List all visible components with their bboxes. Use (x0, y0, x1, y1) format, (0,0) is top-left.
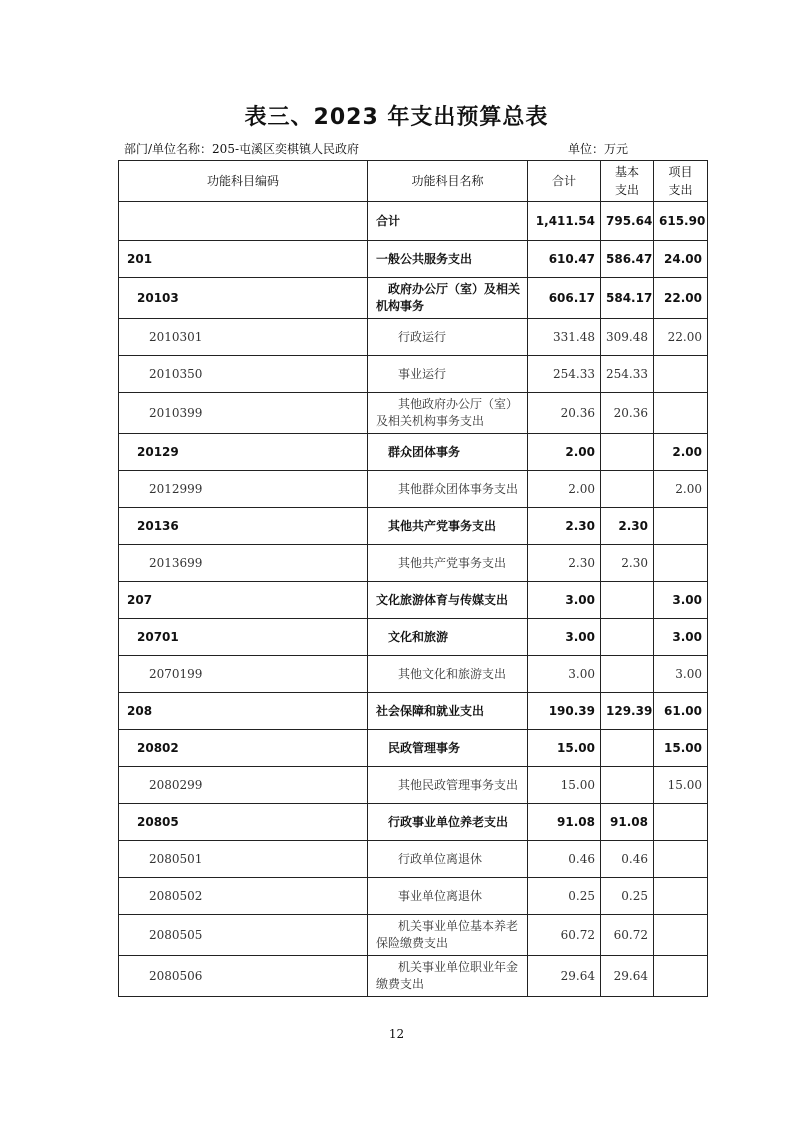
project-cell (654, 393, 708, 434)
name-cell: 民政管理事务 (368, 730, 528, 767)
project-cell (654, 956, 708, 997)
name-cell: 文化旅游体育与传媒支出 (368, 582, 528, 619)
basic-cell (601, 730, 654, 767)
name-cell: 文化和旅游 (368, 619, 528, 656)
project-cell (654, 804, 708, 841)
code-cell: 2070199 (119, 656, 368, 693)
total-cell: 0.46 (528, 841, 601, 878)
header-basic: 基本 支出 (601, 161, 654, 202)
basic-cell: 129.39 (601, 693, 654, 730)
code-cell: 207 (119, 582, 368, 619)
name-cell: 其他群众团体事务支出 (368, 471, 528, 508)
total-cell: 15.00 (528, 730, 601, 767)
basic-cell (601, 471, 654, 508)
total-cell: 190.39 (528, 693, 601, 730)
code-cell: 2010301 (119, 319, 368, 356)
total-cell: 610.47 (528, 241, 601, 278)
total-cell: 29.64 (528, 956, 601, 997)
table-row (119, 356, 708, 393)
table-row (119, 656, 708, 693)
total-cell: 20.36 (528, 393, 601, 434)
header-project: 项目 支出 (654, 161, 708, 202)
code-cell: 20136 (119, 508, 368, 545)
project-cell: 3.00 (654, 582, 708, 619)
code-cell: 20805 (119, 804, 368, 841)
basic-cell (601, 619, 654, 656)
project-cell: 615.90 (654, 202, 708, 241)
total-cell: 91.08 (528, 804, 601, 841)
page-number: 12 (388, 1027, 405, 1041)
code-cell (119, 202, 368, 241)
basic-cell: 795.64 (601, 202, 654, 241)
code-cell: 20701 (119, 619, 368, 656)
code-cell: 208 (119, 693, 368, 730)
department-label: 部门/单位名称：205-屯溪区奕棋镇人民政府 (124, 142, 360, 156)
table-row (119, 582, 708, 619)
total-cell: 1,411.54 (528, 202, 601, 241)
code-cell: 2013699 (119, 545, 368, 582)
code-cell: 2010399 (119, 393, 368, 434)
total-cell: 0.25 (528, 878, 601, 915)
name-cell: 政府办公厅（室）及相关机构事务 (368, 278, 528, 319)
basic-cell: 586.47 (601, 241, 654, 278)
name-cell: 一般公共服务支出 (368, 241, 528, 278)
project-cell: 3.00 (654, 656, 708, 693)
header-name: 功能科目名称 (368, 161, 528, 202)
table-row (119, 956, 708, 997)
code-cell: 201 (119, 241, 368, 278)
table-row (119, 730, 708, 767)
table-row (119, 471, 708, 508)
total-cell: 3.00 (528, 656, 601, 693)
project-cell: 15.00 (654, 730, 708, 767)
table-row (119, 804, 708, 841)
basic-cell (601, 656, 654, 693)
code-cell: 2080505 (119, 915, 368, 956)
project-cell (654, 545, 708, 582)
basic-cell: 29.64 (601, 956, 654, 997)
project-cell (654, 508, 708, 545)
total-cell: 2.00 (528, 471, 601, 508)
project-cell: 24.00 (654, 241, 708, 278)
table-row (119, 693, 708, 730)
total-cell: 2.00 (528, 434, 601, 471)
project-cell: 2.00 (654, 434, 708, 471)
project-cell (654, 915, 708, 956)
total-cell: 15.00 (528, 767, 601, 804)
code-cell: 2012999 (119, 471, 368, 508)
name-cell: 事业运行 (368, 356, 528, 393)
unit-label: 单位：万元 (568, 142, 629, 156)
project-cell: 15.00 (654, 767, 708, 804)
code-cell: 2080299 (119, 767, 368, 804)
name-cell: 机关事业单位基本养老保险缴费支出 (368, 915, 528, 956)
name-cell: 行政事业单位养老支出 (368, 804, 528, 841)
code-cell: 2080501 (119, 841, 368, 878)
basic-cell (601, 767, 654, 804)
basic-cell: 20.36 (601, 393, 654, 434)
table-row (119, 508, 708, 545)
total-cell: 3.00 (528, 619, 601, 656)
name-cell: 其他民政管理事务支出 (368, 767, 528, 804)
table-row (119, 241, 708, 278)
total-cell: 60.72 (528, 915, 601, 956)
total-cell: 2.30 (528, 545, 601, 582)
project-cell: 22.00 (654, 319, 708, 356)
name-cell: 机关事业单位职业年金缴费支出 (368, 956, 528, 997)
project-cell: 2.00 (654, 471, 708, 508)
table-header-row (119, 161, 708, 202)
table-row (119, 202, 708, 241)
table-row (119, 878, 708, 915)
table-row (119, 841, 708, 878)
table-row (119, 319, 708, 356)
project-cell: 3.00 (654, 619, 708, 656)
table-row (119, 434, 708, 471)
name-cell: 其他文化和旅游支出 (368, 656, 528, 693)
basic-cell: 584.17 (601, 278, 654, 319)
project-cell (654, 356, 708, 393)
basic-cell: 2.30 (601, 508, 654, 545)
total-cell: 3.00 (528, 582, 601, 619)
header-code: 功能科目编码 (119, 161, 368, 202)
basic-cell: 254.33 (601, 356, 654, 393)
table-row (119, 619, 708, 656)
total-cell: 331.48 (528, 319, 601, 356)
table-row (119, 545, 708, 582)
name-cell: 行政运行 (368, 319, 528, 356)
code-cell: 2080502 (119, 878, 368, 915)
table-row (119, 393, 708, 434)
basic-cell: 2.30 (601, 545, 654, 582)
table-body (119, 202, 708, 997)
name-cell: 社会保障和就业支出 (368, 693, 528, 730)
project-cell (654, 841, 708, 878)
total-cell: 2.30 (528, 508, 601, 545)
name-cell: 其他政府办公厅（室）及相关机构事务支出 (368, 393, 528, 434)
basic-cell (601, 582, 654, 619)
basic-cell (601, 434, 654, 471)
basic-cell: 0.46 (601, 841, 654, 878)
name-cell: 其他共产党事务支出 (368, 545, 528, 582)
basic-cell: 309.48 (601, 319, 654, 356)
name-cell: 事业单位离退休 (368, 878, 528, 915)
basic-cell: 0.25 (601, 878, 654, 915)
name-cell: 合计 (368, 202, 528, 241)
table-row (119, 767, 708, 804)
project-cell: 22.00 (654, 278, 708, 319)
page-title: 表三、2023 年支出预算总表 (244, 105, 549, 130)
code-cell: 20129 (119, 434, 368, 471)
table-row (119, 278, 708, 319)
code-cell: 2080506 (119, 956, 368, 997)
total-cell: 254.33 (528, 356, 601, 393)
total-cell: 606.17 (528, 278, 601, 319)
project-cell: 61.00 (654, 693, 708, 730)
table-row (119, 915, 708, 956)
name-cell: 行政单位离退休 (368, 841, 528, 878)
header-total: 合计 (528, 161, 601, 202)
code-cell: 20103 (119, 278, 368, 319)
code-cell: 2010350 (119, 356, 368, 393)
name-cell: 群众团体事务 (368, 434, 528, 471)
budget-table (118, 160, 708, 997)
project-cell (654, 878, 708, 915)
name-cell: 其他共产党事务支出 (368, 508, 528, 545)
code-cell: 20802 (119, 730, 368, 767)
basic-cell: 60.72 (601, 915, 654, 956)
basic-cell: 91.08 (601, 804, 654, 841)
